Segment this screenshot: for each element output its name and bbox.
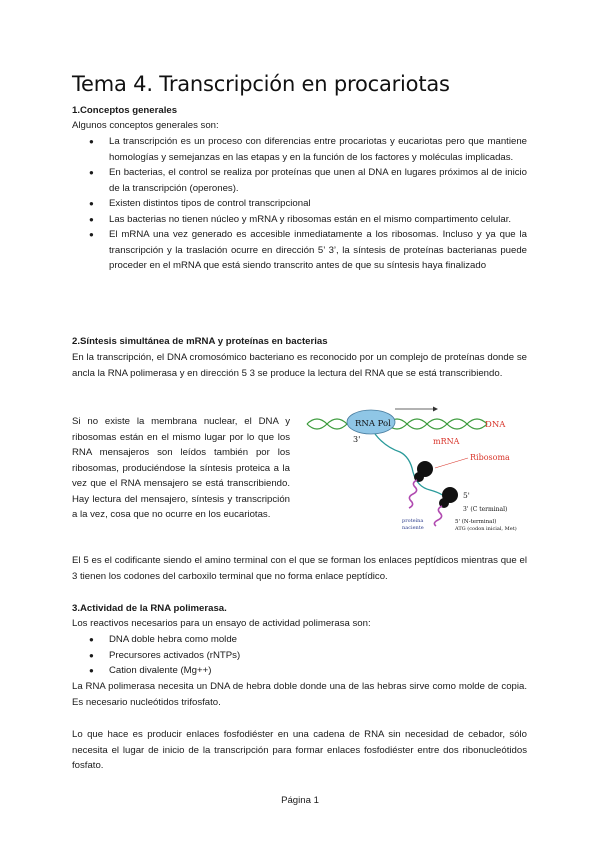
list-item: ● El mRNA una vez generado es accesible inmediatamente a los ribosomas. Incluso y ya que la transcripción y la traslación ocurre en dirección 5’ 3’, la síntesis de proteínas bacterianas puede proceder en el mRNA que está siendo transcrito antes de que su síntesis haya finalizado (89, 229, 527, 271)
rna-pol-label: RNA Pol (355, 419, 391, 429)
section-1-heading: 1.Conceptos generales (72, 105, 178, 116)
bullet-icon: ● (89, 635, 94, 644)
list-item: ● Las bacterias no tienen núcleo y mRNA y ribosomas están en el mismo compartimento celular. (72, 212, 527, 228)
section-3-paragraph-1: La RNA polimerasa necesita un DNA de hebra doble donde una de las hebras sirve como molde de copia. Es necesario nucleótidos trifosfato. (72, 681, 527, 708)
ribosoma-label: Ribosoma (470, 453, 510, 462)
three-prime-label: 3' (353, 435, 361, 444)
nascent-protein-2 (434, 506, 442, 526)
nascent-protein-1 (409, 480, 417, 508)
list-item: ● Existen distintos tipos de control transcripcional (72, 196, 527, 212)
section-3-paragraph-2: Lo que hace es producir enlaces fosfodiéster en una cadena de RNA sin necesidad de cebador, sólo necesita el lugar de inicio de la transcripción para formar enlaces fosfodiéster entre dos ribonucleótidos fosfato. (72, 729, 527, 771)
section-2-paragraph-2: Si no existe la membrana nuclear, el DNA y ribosomas están en el mismo lugar por lo que los RNA mensajeros son leídos también por los ribosomas, produciéndose la síntesis proteica a la vez que el RNA mensajero se está transcribiendo. Hay lectura del mensajero, síntesis y transcripción a la vez, cosa que no ocurre en los eucariotas. (72, 416, 290, 520)
bullet-icon: ● (89, 214, 94, 224)
transcription-translation-figure (305, 402, 527, 540)
dna-strand-2 (307, 419, 487, 429)
protein-label-line-2: naciente (402, 525, 424, 531)
codon-label: ATG (codon inicial, Met) (455, 526, 517, 532)
ribosoma-pointer (435, 458, 468, 468)
section-1-intro: Algunos conceptos generales son: (72, 120, 219, 131)
list-item: ● La transcripción es un proceso con diferencias entre procariotas y eucariotas pero que mantiene homologías y semejanzas en las etapas y en la función de los factores y moléculas implicadas. (89, 136, 527, 163)
bullet-icon: ● (89, 168, 94, 177)
n-terminal-label: 5' (N-terminal) (455, 519, 497, 525)
list-item: ● Cation divalente (Mg++) (72, 663, 527, 679)
section-3-intro: Los reactivos necesarios para un ensayo de actividad polimerasa son: (72, 618, 371, 629)
bullet-icon: ● (89, 230, 94, 239)
page-footer: Página 1 (281, 795, 319, 806)
arrowhead-icon (433, 407, 438, 412)
protein-label-line-1: proteína (402, 518, 424, 524)
mrna-label: mRNA (433, 437, 460, 446)
bullet-icon: ● (89, 666, 94, 675)
section-2-paragraph-3: El 5 es el codificante siendo el amino terminal con el que se forman los enlaces peptídicos mientras que el 3 tienen los codones del carboxilo terminal que no forma enlace peptídico. (72, 555, 527, 582)
list-item: ● DNA doble hebra como molde (72, 632, 527, 648)
section-3-bullet-list (72, 632, 527, 679)
bullet-icon: ● (89, 137, 94, 146)
five-prime-label: 5' (463, 491, 470, 500)
c-terminal-label: 3' (C terminal) (463, 506, 508, 513)
section-3-heading: 3.Actividad de la RNA polimerasa. (72, 603, 227, 614)
list-item: ● En bacterias, el control se realiza por proteínas que unen al DNA en lugares próximos al de inicio de la transcripción (operones). (89, 167, 527, 194)
dna-strand-1 (307, 419, 487, 429)
section-2-heading: 2.Síntesis simultánea de mRNA y proteínas en bacterias (72, 336, 328, 347)
page-title: Tema 4. Transcripción en procariotas (72, 72, 450, 96)
list-item: ● Precursores activados (rNTPs) (72, 648, 527, 664)
bullet-icon: ● (89, 650, 94, 660)
section-1-bullet-list (72, 134, 527, 274)
bullet-icon: ● (89, 199, 94, 208)
section-2-paragraph-1: En la transcripción, el DNA cromosómico bacteriano es reconocido por un complejo de proteínas donde se ancla la RNA polimerasa y en dirección 5 3 se produce la lectura del RNA que se está transcribiendo. (72, 352, 527, 379)
dna-label: DNA (485, 420, 506, 430)
